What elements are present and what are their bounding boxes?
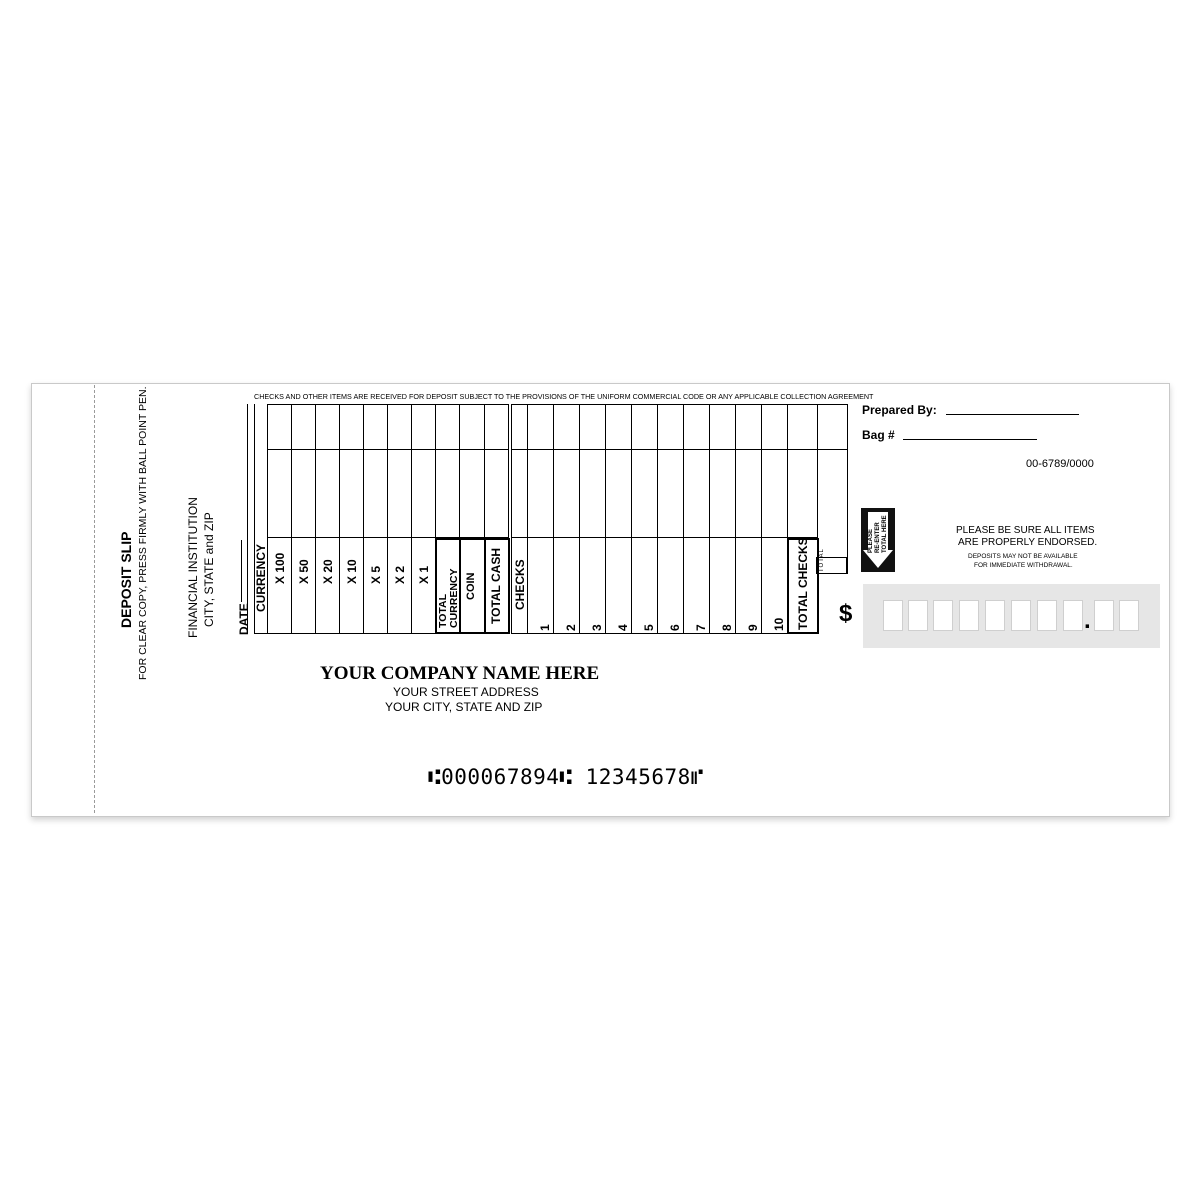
amount-digit-cell <box>1063 600 1083 631</box>
company-name: YOUR COMPANY NAME HERE <box>320 663 600 684</box>
denomination-50: X 50 <box>297 559 311 584</box>
check-number-9: 9 <box>746 624 760 631</box>
availability-line-2: FOR IMMEDIATE WITHDRAWAL. <box>974 562 1073 569</box>
company-city: YOUR CITY, STATE AND ZIP <box>385 700 543 714</box>
total-currency-label-2: CURRENCY <box>448 568 460 628</box>
endorse-line-2: ARE PROPERLY ENDORSED. <box>958 537 1098 548</box>
check-number-1: 1 <box>538 624 552 631</box>
amount-digit-cell <box>1094 600 1114 631</box>
bag-line[interactable] <box>903 439 1037 440</box>
denomination-2: X 2 <box>393 565 407 584</box>
total-checks-label: TOTAL CHECKS <box>796 537 810 630</box>
total-currency-label-1: TOTAL <box>437 593 449 628</box>
amount-decimal-point: . <box>1084 607 1091 634</box>
deposit-disclaimer: CHECKS AND OTHER ITEMS ARE RECEIVED FOR DEPOSIT SUBJECT TO THE PROVISIONS OF THE UNIFORM COMMERCIAL CODE OR ANY APPLICABLE COLLECTION AGREEMENT <box>254 392 874 401</box>
check-number-5: 5 <box>642 624 656 631</box>
check-number-2: 2 <box>564 624 578 631</box>
amount-digit-cell <box>908 600 928 631</box>
arrow-text-3: TOTAL HERE <box>882 515 888 553</box>
availability-line-1: DEPOSITS MAY NOT BE AVAILABLE <box>968 553 1078 560</box>
check-number-3: 3 <box>590 624 604 631</box>
denomination-10: X 10 <box>345 559 359 584</box>
institution-name: FINANCIAL INSTITUTION <box>186 497 200 638</box>
date-label: DATE <box>237 603 251 635</box>
amount-digit-cell <box>985 600 1005 631</box>
arrow-text-1: PLEASE <box>868 528 874 553</box>
company-street: YOUR STREET ADDRESS <box>393 685 539 699</box>
perforation-line <box>94 385 95 813</box>
amount-digit-cell <box>933 600 953 631</box>
denomination-1: X 1 <box>417 565 431 584</box>
denomination-100: X 100 <box>273 552 287 584</box>
arrow-text-2: RE-ENTER <box>875 522 881 553</box>
amount-digit-cell <box>1119 600 1139 631</box>
total-cash-label: TOTAL CASH <box>489 547 503 624</box>
amount-digit-cell <box>1011 600 1031 631</box>
coin-label: COIN <box>465 572 477 600</box>
institution-city: CITY, STATE and ZIP <box>202 512 216 627</box>
amount-digit-cell <box>1037 600 1057 631</box>
checks-label: CHECKS <box>513 559 527 610</box>
currency-label: CURRENCY <box>254 543 268 612</box>
denomination-20: X 20 <box>321 559 335 584</box>
check-number-10: 10 <box>772 617 786 631</box>
prepared-by-label: Prepared By: <box>862 403 937 417</box>
small-total-label: TOTAL <box>819 548 825 572</box>
endorse-line-1: PLEASE BE SURE ALL ITEMS <box>956 525 1095 536</box>
check-number-6: 6 <box>668 624 682 631</box>
amount-digit-cell <box>883 600 903 631</box>
deposit-slip-title: DEPOSIT SLIP <box>118 531 134 628</box>
check-number-4: 4 <box>616 624 630 631</box>
amount-digit-cell <box>959 600 979 631</box>
check-number-7: 7 <box>694 624 708 631</box>
denomination-5: X 5 <box>369 565 383 584</box>
check-number-8: 8 <box>720 624 734 631</box>
dollar-sign: $ <box>839 600 853 627</box>
routing-fraction: 00-6789/0000 <box>1026 458 1094 470</box>
pen-instruction: FOR CLEAR COPY, PRESS FIRMLY WITH BALL POINT PEN. <box>137 386 149 680</box>
bag-label: Bag # <box>862 428 895 442</box>
micr-line: ⑆000067894⑆ 12345678⑈ <box>428 765 704 789</box>
prepared-by-line[interactable] <box>946 414 1079 415</box>
